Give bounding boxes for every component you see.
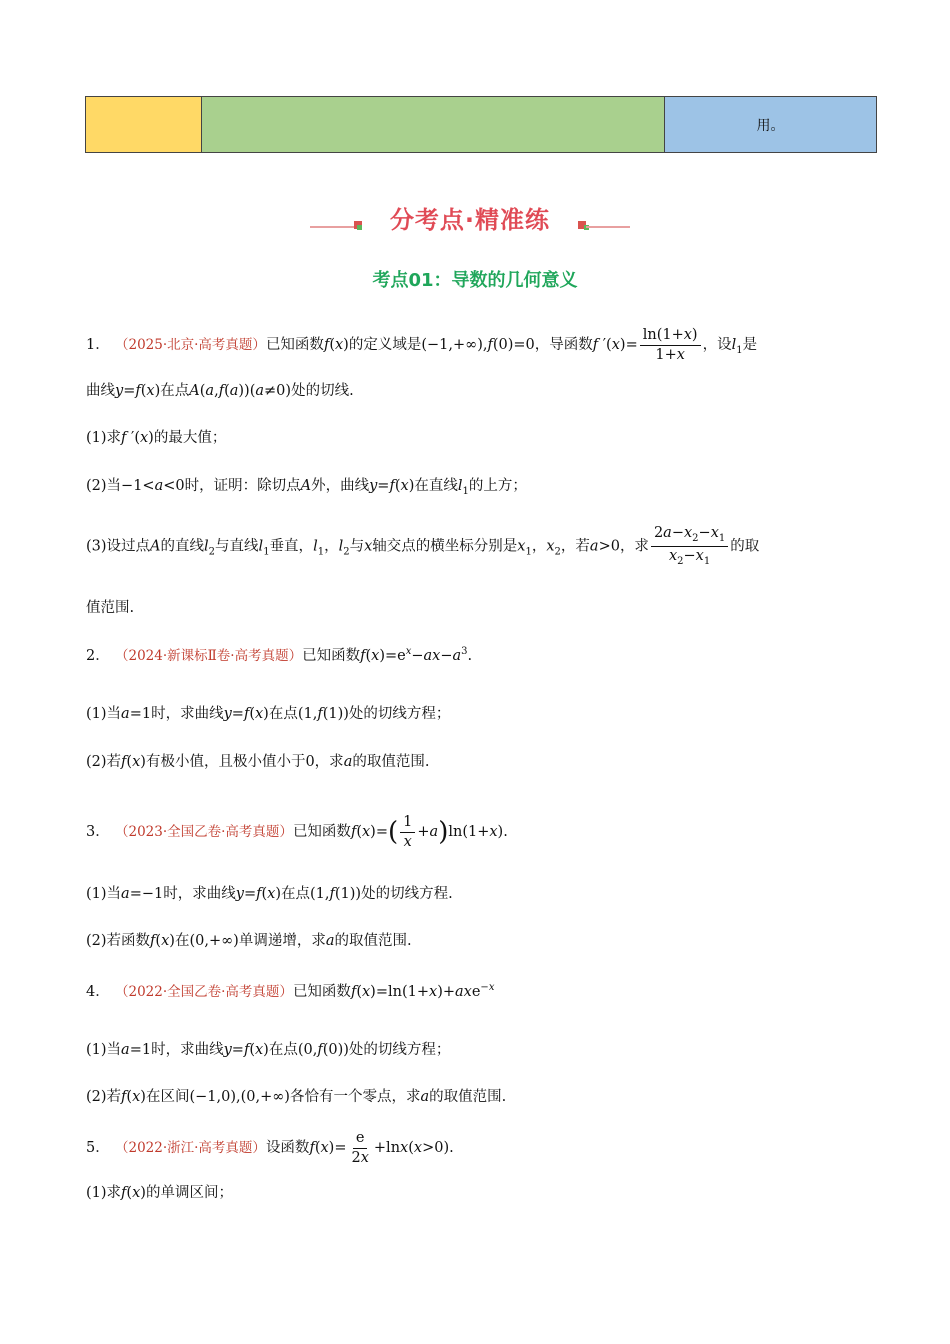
decor-line-right [586,226,630,228]
header-cell-blue: 用。 [665,97,876,152]
problem-source: （2022·浙江·高考真题） [121,1140,266,1156]
problem-2-q2: (2)若f(x)有极小值，且极小值小于0，求a的取值范围. [86,754,430,770]
kaodian-title: 考点01：导数的几何意义 [372,270,578,291]
problem-1-q2: (2)当−1<a<0时，证明：除切点A外，曲线y=f(x)在直线$l_1$的上方； [86,478,527,497]
problem-3-q1: (1)当a=−1时，求曲线y=f(x)在点(1,f(1))处的切线方程. [86,886,453,902]
section-title: 分考点·精准练 [389,206,551,234]
problem-source: （2023·全国乙卷·高考真题） [121,824,293,840]
problem-1-q1: (1)求f ′(x)的最大值； [86,430,227,446]
header-table [85,96,877,153]
problem-2-stem: 2． （2024·新课标Ⅱ卷·高考真题）已知函数$f(x)=e^x-ax-a^3$. [86,646,473,664]
problem-5-q1: (1)求f(x)的单调区间； [86,1185,233,1201]
problem-1-line2: 曲线y=f(x)在点A(a,f(a))(a≠0)处的切线. [86,383,354,399]
problem-4-stem: 4． （2022·全国乙卷·高考真题）已知函数f(x)=ln(1+x)+axe$^{-x}$ [86,982,495,1000]
problem-5-stem: 5． （2022·浙江·高考真题）设函数f(x)= $\frac{e}{2x}$ +lnx(x>0). [86,1130,454,1166]
header-cell-yellow [86,97,202,152]
problem-3-q2: (2)若函数f(x)在(0,+∞)单调递增，求a的取值范围. [86,933,412,949]
problem-source: （2022·全国乙卷·高考真题） [121,983,293,1000]
header-cell-green [202,97,665,152]
problem-source: （2024·新课标Ⅱ卷·高考真题） [121,647,303,664]
problem-4-q1: (1)当a=1时，求曲线y=f(x)在点(0,f(0))处的切线方程； [86,1042,451,1058]
section-header [310,196,630,240]
problem-1-q3-cont: 值范围. [86,600,135,616]
problem-4-q2: (2)若f(x)在区间(−1,0),(0,+∞)各恰有一个零点，求a的取值范围. [86,1089,507,1105]
problem-3-stem: 3． （2023·全国乙卷·高考真题）已知函数f(x)=( $\frac{1}{x}$ +a)ln(1+x). [86,814,508,850]
problem-1-stem: 1． （2025·北京·高考真题）已知函数f(x)的定义域是(−1,+∞),f(0)=0，导函数f ′(x)= $\frac{\ln(1+x)}{1+x}$ ，设$l_1$是 [86,327,758,363]
problem-2-q1: (1)当a=1时，求曲线y=f(x)在点(1,f(1))处的切线方程； [86,706,451,722]
problem-source: （2025·北京·高考真题） [121,337,266,353]
problem-1-q3: (3)设过点A的直线$l_2$与直线$l_1$垂直，$l_1$，$l_2$与x轴交点的横坐标分别是$x_1$，$x_2$，若a>0，求 $\frac{2a-x_2-x_1}{x_2-x_1}$ 的取 [86,525,760,567]
